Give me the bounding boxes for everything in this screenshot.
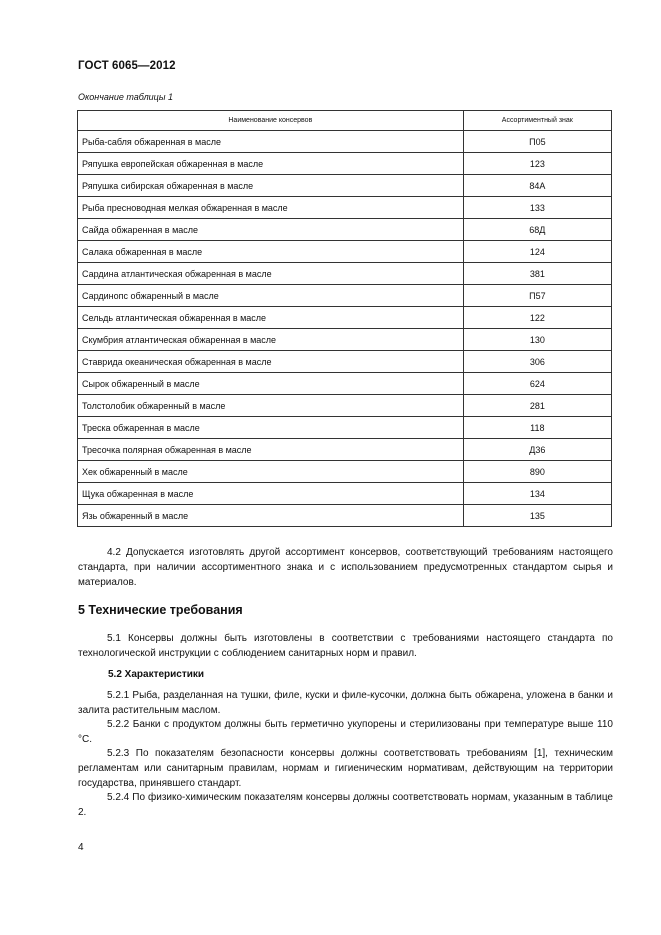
product-name-cell: Сельдь атлантическая обжаренная в масле bbox=[78, 307, 464, 329]
assortment-code-cell: 306 bbox=[463, 351, 611, 373]
paragraph-5-2-1: 5.2.1 Рыба, разделанная на тушки, филе, куски и филе-кусочки, должна быть обжарена, уложена в банки и залита растительным маслом. bbox=[78, 690, 613, 716]
assortment-code-cell: 122 bbox=[463, 307, 611, 329]
column-header-code: Ассортиментный знак bbox=[463, 111, 611, 131]
table-row bbox=[78, 131, 612, 153]
table-row bbox=[78, 263, 612, 285]
paragraph-4-2: 4.2 Допускается изготовлять другой ассортимент консервов, соответствующий требованиям настоящего стандарта, при наличии ассортиментного знака и с использованием предусмотренных стандартом сырья и материалов. bbox=[78, 547, 613, 588]
assortment-code-cell: 130 bbox=[463, 329, 611, 351]
product-name-cell: Толстолобик обжаренный в масле bbox=[78, 395, 464, 417]
assortment-code-cell: 624 bbox=[463, 373, 611, 395]
product-name-cell: Сардинопс обжаренный в масле bbox=[78, 285, 464, 307]
assortment-code-cell: Д36 bbox=[463, 439, 611, 461]
product-name-cell: Тресочка полярная обжаренная в масле bbox=[78, 439, 464, 461]
product-name-cell: Треска обжаренная в масле bbox=[78, 417, 464, 439]
table-row bbox=[78, 439, 612, 461]
assortment-code-cell: 124 bbox=[463, 241, 611, 263]
paragraph-5-2-2: 5.2.2 Банки с продуктом должны быть герметично укупорены и стерилизованы при температуре выше 110 °С. bbox=[78, 719, 613, 745]
assortment-code-cell: 890 bbox=[463, 461, 611, 483]
table-row bbox=[78, 351, 612, 373]
product-name-cell: Сайда обжаренная в масле bbox=[78, 219, 464, 241]
assortment-code-cell: 134 bbox=[463, 483, 611, 505]
table-row bbox=[78, 483, 612, 505]
assortment-code-cell: 135 bbox=[463, 505, 611, 527]
assortment-code-cell: 381 bbox=[463, 263, 611, 285]
column-header-name: Наименование консервов bbox=[78, 111, 464, 131]
assortment-code-cell: 133 bbox=[463, 197, 611, 219]
table-row bbox=[78, 219, 612, 241]
table-row bbox=[78, 505, 612, 527]
product-name-cell: Сырок обжаренный в масле bbox=[78, 373, 464, 395]
product-name-cell: Ряпушка сибирская обжаренная в масле bbox=[78, 175, 464, 197]
table-row bbox=[78, 417, 612, 439]
product-name-cell: Ряпушка европейская обжаренная в масле bbox=[78, 153, 464, 175]
assortment-code-cell: 84А bbox=[463, 175, 611, 197]
table-row bbox=[78, 329, 612, 351]
table-row bbox=[78, 285, 612, 307]
page-number: 4 bbox=[78, 842, 84, 853]
paragraph-5-2-4: 5.2.4 По физико-химическим показателям консервы должны соответствовать нормам, указанным в таблице 2. bbox=[78, 792, 613, 818]
table-row bbox=[78, 175, 612, 197]
section-5-heading: 5 Технические требования bbox=[78, 603, 243, 617]
table-header-row bbox=[78, 111, 612, 131]
assortment-code-cell: 123 bbox=[463, 153, 611, 175]
assortment-code-cell: 281 bbox=[463, 395, 611, 417]
assortment-code-cell: 118 bbox=[463, 417, 611, 439]
table-caption: Окончание таблицы 1 bbox=[78, 92, 173, 102]
product-name-cell: Сардина атлантическая обжаренная в масле bbox=[78, 263, 464, 285]
product-name-cell: Скумбрия атлантическая обжаренная в масле bbox=[78, 329, 464, 351]
product-name-cell: Язь обжаренный в масле bbox=[78, 505, 464, 527]
table-row bbox=[78, 395, 612, 417]
product-name-cell: Рыба пресноводная мелкая обжаренная в масле bbox=[78, 197, 464, 219]
table-row bbox=[78, 197, 612, 219]
product-name-cell: Хек обжаренный в масле bbox=[78, 461, 464, 483]
table-row bbox=[78, 307, 612, 329]
product-name-cell: Рыба-сабля обжаренная в масле bbox=[78, 131, 464, 153]
product-name-cell: Салака обжаренная в масле bbox=[78, 241, 464, 263]
assortment-code-cell: 68Д bbox=[463, 219, 611, 241]
assortment-code-cell: П05 bbox=[463, 131, 611, 153]
subsection-5-2-heading: 5.2 Характеристики bbox=[108, 669, 205, 680]
table-row bbox=[78, 461, 612, 483]
document-header-title: ГОСТ 6065—2012 bbox=[78, 60, 176, 72]
assortment-code-cell: П57 bbox=[463, 285, 611, 307]
paragraph-5-1: 5.1 Консервы должны быть изготовлены в соответствии с требованиями настоящего стандарта по технологической инструкции с соблюдением санитарных норм и правил. bbox=[78, 633, 613, 659]
product-name-cell: Ставрида океаническая обжаренная в масле bbox=[78, 351, 464, 373]
paragraph-5-2-3: 5.2.3 По показателям безопасности консервы должны соответствовать требованиям [1], техническим регламентам или санитарным правилам, нормам и гигиеническим нормативам, действующим на территории государства, принявшего стандарт. bbox=[78, 748, 613, 789]
assortment-table bbox=[77, 110, 612, 527]
table-row bbox=[78, 153, 612, 175]
product-name-cell: Щука обжаренная в масле bbox=[78, 483, 464, 505]
table-row bbox=[78, 373, 612, 395]
table-row bbox=[78, 241, 612, 263]
